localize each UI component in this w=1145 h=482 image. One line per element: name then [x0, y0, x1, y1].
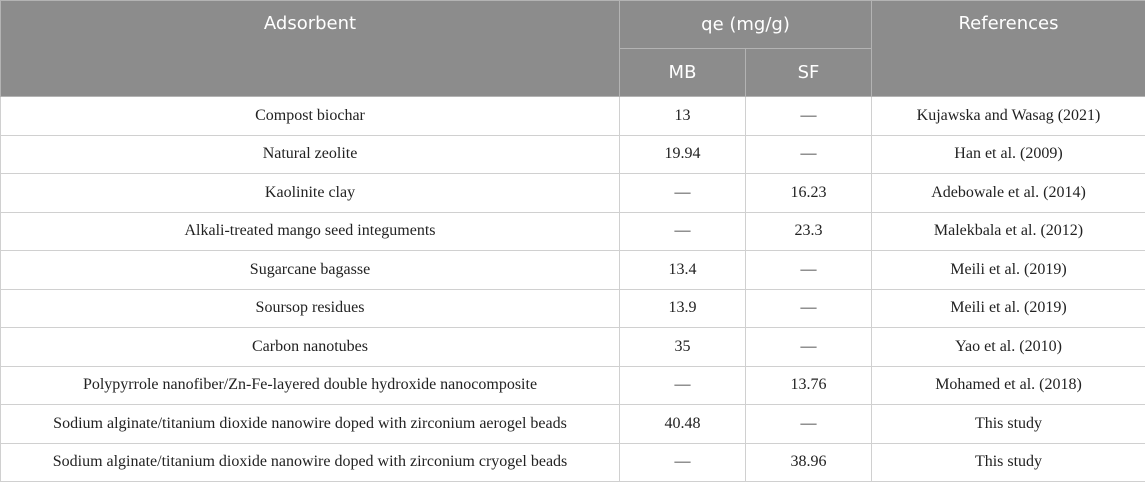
cell-sf: 38.96	[746, 443, 872, 482]
cell-mb: 19.94	[620, 135, 746, 174]
header-sf: SF	[746, 49, 872, 97]
cell-adsorbent: Natural zeolite	[1, 135, 620, 174]
cell-mb: 13.4	[620, 251, 746, 290]
table-row	[1, 97, 1145, 136]
cell-sf: 16.23	[746, 174, 872, 213]
table-row	[1, 443, 1145, 482]
cell-sf: —	[746, 135, 872, 174]
cell-reference: Yao et al. (2010)	[872, 328, 1145, 367]
cell-sf: 13.76	[746, 366, 872, 405]
cell-reference: Malekbala et al. (2012)	[872, 212, 1145, 251]
cell-adsorbent: Soursop residues	[1, 289, 620, 328]
cell-adsorbent: Kaolinite clay	[1, 174, 620, 213]
table-row	[1, 366, 1145, 405]
header-adsorbent: Adsorbent	[1, 1, 620, 97]
cell-sf: —	[746, 97, 872, 136]
table-row	[1, 174, 1145, 213]
cell-adsorbent: Compost biochar	[1, 97, 620, 136]
cell-sf: 23.3	[746, 212, 872, 251]
table-row	[1, 405, 1145, 444]
cell-sf: —	[746, 251, 872, 290]
cell-mb: —	[620, 212, 746, 251]
cell-mb: —	[620, 443, 746, 482]
cell-sf: —	[746, 328, 872, 367]
cell-mb: 13	[620, 97, 746, 136]
cell-sf: —	[746, 289, 872, 328]
table-row	[1, 212, 1145, 251]
cell-mb: 40.48	[620, 405, 746, 444]
cell-adsorbent: Alkali-treated mango seed integuments	[1, 212, 620, 251]
cell-reference: Han et al. (2009)	[872, 135, 1145, 174]
cell-reference: Meili et al. (2019)	[872, 289, 1145, 328]
header-qe: qe (mg/g)	[620, 1, 872, 49]
header-references: References	[872, 1, 1145, 97]
cell-reference: Kujawska and Wasag (2021)	[872, 97, 1145, 136]
cell-adsorbent: Carbon nanotubes	[1, 328, 620, 367]
cell-reference: This study	[872, 443, 1145, 482]
cell-adsorbent: Polypyrrole nanofiber/Zn-Fe-layered double hydroxide nanocomposite	[1, 366, 620, 405]
cell-adsorbent: Sodium alginate/titanium dioxide nanowire doped with zirconium aerogel beads	[1, 405, 620, 444]
cell-mb: 13.9	[620, 289, 746, 328]
table-header	[1, 1, 1145, 97]
table-row	[1, 328, 1145, 367]
cell-sf: —	[746, 405, 872, 444]
table-body	[1, 97, 1145, 482]
cell-adsorbent: Sodium alginate/titanium dioxide nanowire doped with zirconium cryogel beads	[1, 443, 620, 482]
table-row	[1, 289, 1145, 328]
cell-reference: Adebowale et al. (2014)	[872, 174, 1145, 213]
cell-reference: Mohamed et al. (2018)	[872, 366, 1145, 405]
cell-reference: This study	[872, 405, 1145, 444]
cell-mb: —	[620, 174, 746, 213]
cell-mb: —	[620, 366, 746, 405]
header-row	[1, 1, 1145, 49]
table-row	[1, 251, 1145, 290]
cell-reference: Meili et al. (2019)	[872, 251, 1145, 290]
header-mb: MB	[620, 49, 746, 97]
cell-adsorbent: Sugarcane bagasse	[1, 251, 620, 290]
table-row	[1, 135, 1145, 174]
cell-mb: 35	[620, 328, 746, 367]
